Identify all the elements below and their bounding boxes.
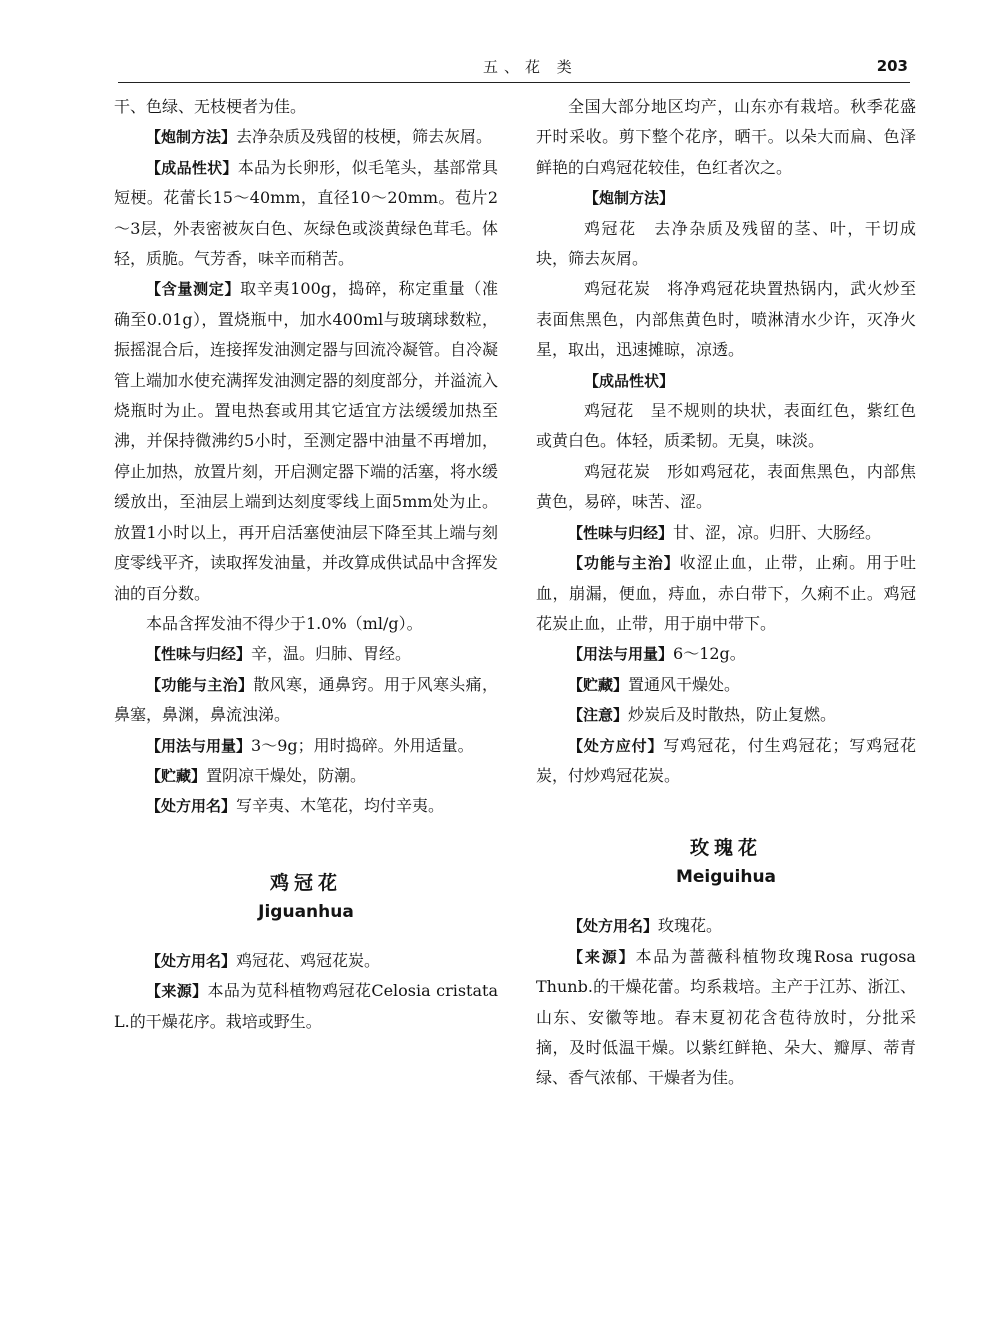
paragraph (114, 976, 498, 1037)
paragraph (536, 731, 916, 792)
entry-heading-jiguanhua (114, 868, 498, 926)
section-label: 【炮制方法】 (146, 128, 237, 147)
header-rule (118, 82, 910, 83)
section-label: 【成品性状】 (146, 158, 238, 177)
entry-title-pinyin: Jiguanhua (258, 901, 354, 922)
paragraph-text: 写鸡冠花，付生鸡冠花；写鸡冠花炭，付炒鸡冠花炭。 (536, 735, 916, 785)
paragraph (114, 274, 498, 608)
entry-heading-meiguihua (536, 833, 916, 891)
section-label: 【注意】 (568, 706, 629, 725)
section-label: 【成品性状】 (584, 371, 675, 390)
paragraph-text: 甘、涩，凉。归肝、大肠经。 (673, 522, 882, 542)
section-label: 【贮藏】 (146, 766, 207, 785)
paragraph (536, 639, 916, 669)
paragraph-text: 本品为长卵形，似毛笔头，基部常具短梗。花蕾长15～40mm，直径10～20mm。苞片2～3层，外表密被灰白色、灰绿色或淡黄绿色茸毛。体轻，质脆。气芳香，味辛而稍苦。 (114, 157, 498, 269)
chapter-title: 五、花 类 (483, 58, 578, 76)
entry-title-chinese: 鸡冠花 (269, 871, 342, 894)
section-label: 【性味与归经】 (146, 645, 252, 664)
paragraph-text: 收涩止血，止带，止痢。用于吐血，崩漏，便血，痔血，赤白带下，久痢不止。鸡冠花炭止血，止带，用于崩中带下。 (536, 553, 916, 633)
paragraph-text: 取辛夷100g，捣碎，称定重量（准确至0.01g），置烧瓶中，加水400ml与玻璃球数粒，振摇混合后，连接挥发油测定器与回流冷凝管。自冷凝管上端加水使充满挥发油测定器的刻度部分，并溢流入烧瓶时为止。置电热套或用其它适宜方法缓缓加热至沸，并保持微沸约5小时，至测定器中油量不再增加，停止加热，放置片刻，开启测定器下端的活塞，将水缓缓放出，至油层上端到达刻度零线上面5mm处为止。放置1小时以上，再开启活塞使油层下降至其上端与刻度零线平齐，读取挥发油量，并改算成供试品中含挥发油的百分数。 (114, 279, 499, 603)
paragraph: 鸡冠花炭 形如鸡冠花，表面焦黑色，内部焦黄色，易碎，味苦、涩。 (536, 461, 916, 512)
paragraph-text: 去净杂质及残留的枝梗，筛去灰屑。 (236, 127, 493, 147)
paragraph: 干、色绿、无枝梗者为佳。 (114, 97, 307, 116)
paragraph (536, 700, 916, 730)
entry-title-pinyin: Meiguihua (675, 867, 777, 888)
paragraph (536, 548, 916, 639)
section-label: 【处方用名】 (146, 797, 237, 816)
section-label: 【功能与主治】 (146, 675, 254, 694)
section-label: 【功能与主治】 (568, 554, 680, 573)
right-column (536, 92, 916, 1094)
section-label: 【来源】 (146, 982, 208, 1001)
paragraph: 鸡冠花 呈不规则的块状，表面红色，紫红色或黄白色。体轻，质柔韧。无臭，味淡。 (536, 401, 916, 451)
paragraph-text: 玫瑰花。 (658, 916, 723, 936)
paragraph (114, 670, 498, 731)
paragraph (114, 639, 498, 669)
section-label: 【贮藏】 (568, 675, 629, 694)
paragraph-text: 写辛夷、木笔花，均付辛夷。 (236, 796, 445, 816)
section-label: 【处方用名】 (568, 917, 659, 936)
paragraph (536, 183, 916, 213)
paragraph (114, 122, 498, 152)
paragraph: 鸡冠花 去净杂质及残留的茎、叶，干切成块，筛去灰屑。 (536, 218, 916, 269)
paragraph-text: 辛，温。归肺、胃经。 (251, 644, 412, 664)
left-column (114, 92, 498, 1037)
running-header (118, 52, 910, 82)
paragraph (114, 731, 498, 761)
paragraph: 本品含挥发油不得少于1.0%（ml/g）。 (146, 613, 423, 633)
page-number: 203 (876, 57, 908, 75)
paragraph-text: 炒炭后及时散热，防止复燃。 (628, 705, 837, 725)
section-label: 【用法与用量】 (146, 736, 252, 755)
paragraph (114, 946, 498, 976)
paragraph (536, 911, 916, 941)
paragraph (536, 942, 916, 1094)
paragraph-text: 置通风干燥处。 (628, 674, 741, 694)
paragraph (114, 791, 498, 821)
paragraph-text: 本品为苋科植物鸡冠花Celosia cristata L.的干燥花序。栽培或野生。 (114, 981, 498, 1031)
paragraph (536, 670, 916, 700)
paragraph (114, 761, 498, 791)
paragraph: 全国大部分地区均产，山东亦有栽培。秋季花盛开时采收。剪下整个花序，晒干。以朵大而扁、色泽鲜艳的白鸡冠花较佳，色红者次之。 (536, 97, 916, 177)
paragraph (536, 518, 916, 548)
paragraph-text: 本品为蔷薇科植物玫瑰Rosa rugosa Thunb.的干燥花蕾。均系栽培。主产于江苏、浙江、山东、安徽等地。春末夏初花含苞待放时，分批采摘，及时低温干燥。以紫红鲜艳、朵大、瓣厚、蒂青绿、香气浓郁、干燥者为佳。 (536, 946, 916, 1088)
section-label: 【含量测定】 (146, 280, 241, 299)
section-label: 【处方应付】 (568, 736, 664, 755)
paragraph-text: 6～12g。 (673, 644, 746, 664)
section-label: 【来源】 (568, 947, 636, 966)
paragraph: 鸡冠花炭 将净鸡冠花块置热锅内，武火炒至表面焦黑色，内部焦黄色时，喷淋清水少许，灭净火星，取出，迅速摊晾，凉透。 (536, 279, 916, 360)
section-label: 【用法与用量】 (568, 645, 674, 664)
paragraph (114, 153, 498, 275)
paragraph-text: 置阴凉干燥处，防潮。 (206, 765, 367, 785)
entry-title-chinese: 玫瑰花 (689, 837, 762, 860)
section-label: 【处方用名】 (146, 951, 237, 970)
paragraph-text: 散风寒，通鼻窍。用于风寒头痛，鼻塞，鼻渊，鼻流浊涕。 (114, 674, 498, 725)
paragraph-text: 鸡冠花、鸡冠花炭。 (236, 950, 381, 970)
section-label: 【炮制方法】 (584, 189, 675, 208)
section-label: 【性味与归经】 (568, 523, 674, 542)
paragraph (536, 366, 916, 396)
paragraph-text: 3～9g；用时捣碎。外用适量。 (251, 735, 474, 755)
